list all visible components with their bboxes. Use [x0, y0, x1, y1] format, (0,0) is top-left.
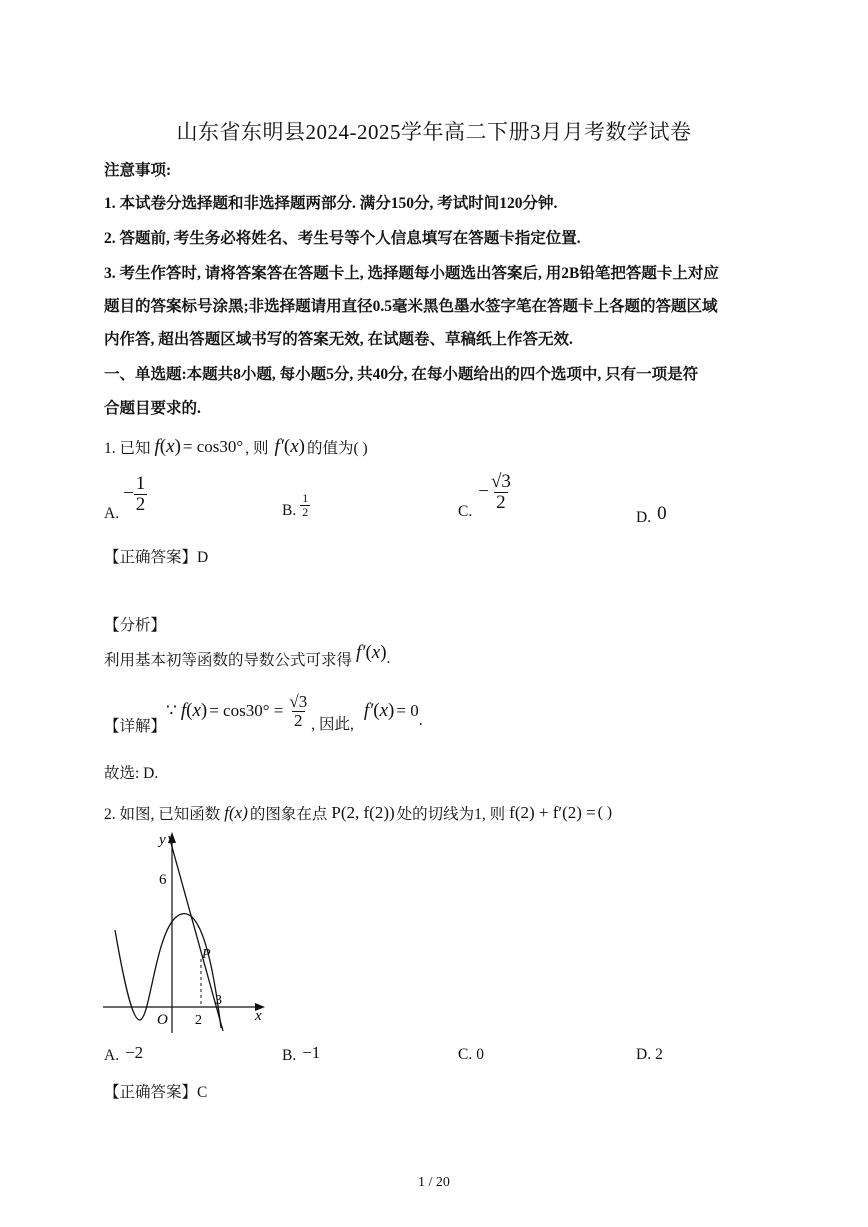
q1-analysis-heading: 【分析】 [104, 617, 167, 634]
option-label: D. [636, 1046, 652, 1063]
label-3: 3 [215, 993, 222, 1008]
q2-point: P(2, f(2)) [331, 803, 395, 822]
label-P: P [202, 947, 211, 962]
q1-fprime: f′(x) [274, 436, 305, 457]
notice-heading: 注意事项: [104, 162, 172, 179]
detail-fprime: f′(x) [363, 700, 395, 722]
label-2: 2 [195, 1013, 202, 1028]
q2-fx: f(x) [224, 803, 248, 822]
analysis-fprime: f′(x) [356, 642, 387, 663]
option-label: D. [636, 509, 652, 526]
option-b-value: −1 [302, 1043, 321, 1062]
detail-res: = 0 [396, 701, 419, 721]
q2-option-b [282, 1043, 321, 1066]
page-title: 山东省东明县2024-2025学年高二下册3月月考数学试卷 [176, 120, 692, 144]
q2-mid1: 的图象在点 [249, 806, 328, 823]
option-c-value: − $\frac{√3}{2}$ [478, 471, 511, 513]
q2-expr: f(2) + f′(2) = [509, 803, 596, 822]
q2-function-graph [95, 828, 275, 1038]
q2-option-a [104, 1043, 144, 1066]
page-number: 1 / 20 [418, 1175, 450, 1190]
option-d-value: 2 [655, 1046, 663, 1063]
detail-f: f(x) [180, 700, 208, 722]
notice-item-2: 2. 答题前, 考生务必将姓名、考生号等个人信息填写在答题卡指定位置. [104, 230, 581, 247]
y-axis-label: y [159, 832, 166, 848]
q1-detail [104, 692, 423, 736]
function-curve [115, 914, 221, 1028]
q1-conclusion: 故选: D. [104, 765, 159, 782]
notice-item-3: 3. 考生作答时, 请将答案答在答题卡上, 选择题每小题选出答案后, 用2B铅笔把答题卡上对应 [104, 265, 719, 282]
q2-option-d [636, 1046, 663, 1064]
option-c-value: 0 [476, 1046, 484, 1063]
q1-eq: = cos30° [182, 437, 244, 456]
notice-item-1: 1. 本试卷分选择题和非选择题两部分. 满分150分, 考试时间120分钟. [104, 195, 558, 212]
option-label: A. [104, 1047, 120, 1064]
q1-tail: 的值为( ) [306, 440, 368, 457]
detail-heading: 【详解】 [104, 718, 167, 736]
q2-option-c [458, 1046, 484, 1064]
option-label: C. [458, 502, 473, 520]
q2-tail: ( ) [597, 804, 612, 821]
option-b-value: $\frac{1}{2}$ [302, 491, 309, 519]
q2-answer: 【正确答案】C [104, 1084, 208, 1101]
q1-stem [104, 436, 368, 458]
notice-item-3-end: 内作答, 超出答题区域书写的答案无效, 在试题卷、草稿纸上作答无效. [104, 331, 573, 348]
option-label: B. [282, 1047, 297, 1064]
q2-number: 2. 如图, 已知函数 [104, 806, 221, 823]
q1-answer: 【正确答案】D [104, 549, 209, 566]
section-heading: 一、单选题:本题共8小题, 每小题5分, 共40分, 在每小题给出的四个选项中, 只有一项是符 [104, 366, 699, 383]
origin-label: O [157, 1012, 168, 1028]
analysis-text: 利用基本初等函数的导数公式可求得 [104, 652, 353, 669]
q1-number: 1. 已知 [104, 440, 151, 457]
q1-mid: , 则 [245, 440, 269, 457]
option-a-value: − $\frac{1}{2}$ [123, 473, 146, 515]
q1-option-d [636, 505, 667, 527]
detail-because: ∵ [166, 701, 177, 721]
q1-option-c [458, 471, 513, 521]
option-label: B. [282, 502, 297, 520]
detail-end: . [418, 712, 423, 730]
q1-option-a [104, 473, 147, 523]
section-heading-cont: 合题目要求的. [104, 400, 201, 417]
detail-mid: , 因此, [311, 716, 354, 734]
option-label: A. [104, 504, 120, 522]
option-label: C. [458, 1046, 473, 1063]
option-d-value: 0 [657, 503, 667, 524]
analysis-end: . [386, 650, 391, 667]
detail-frac: $\frac{√3}{2}$ [289, 692, 308, 730]
q1-f: f(x) [154, 436, 181, 457]
option-a-value: −2 [125, 1043, 144, 1062]
q1-analysis [104, 642, 391, 670]
x-axis-label: x [255, 1008, 262, 1024]
q2-stem [104, 802, 612, 824]
q1-option-b [282, 491, 310, 520]
detail-eq: = cos30° = [209, 701, 284, 721]
q2-mid2: 处的切线为1, 则 [396, 806, 506, 823]
notice-item-3-cont: 题目的答案标号涂黑;非选择题请用直径0.5毫米黑色墨水签字笔在答题卡上各题的答题区域 [104, 298, 718, 315]
label-6: 6 [159, 872, 167, 888]
